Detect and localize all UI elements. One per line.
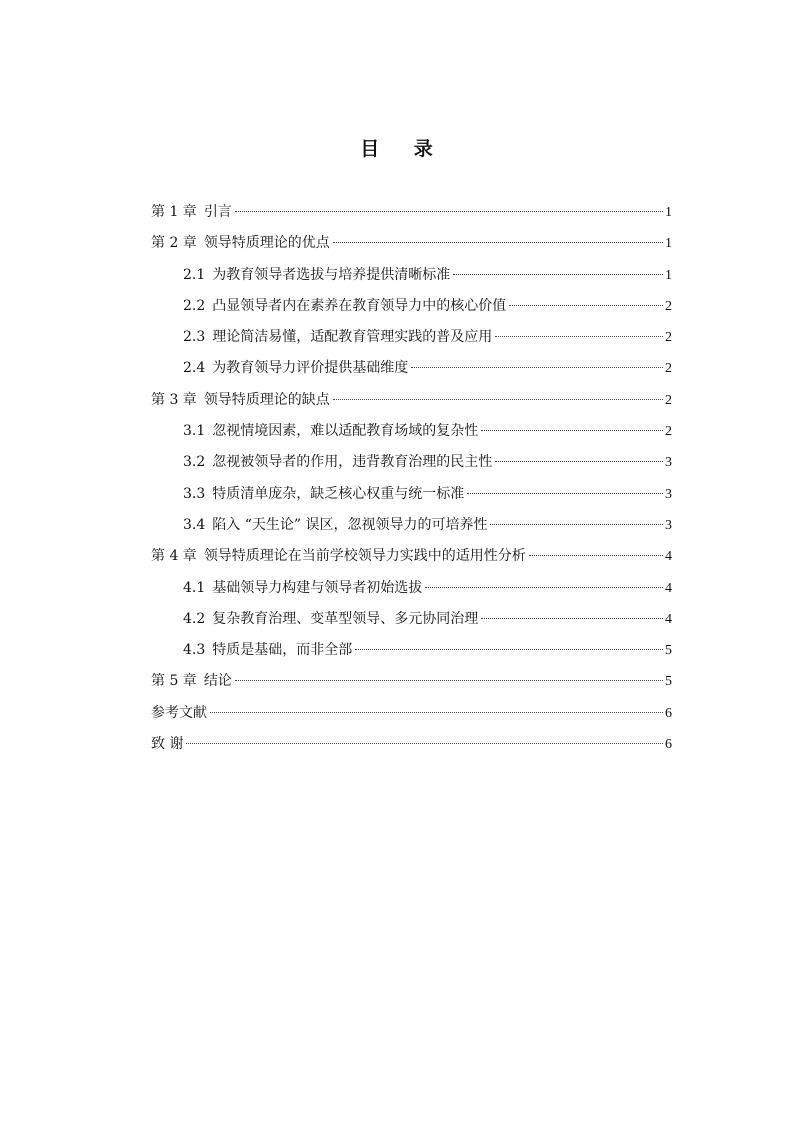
toc-entry-page: 5: [665, 674, 672, 690]
toc-entry-text: 理论简洁易懂，适配教育管理实践的普及应用: [212, 329, 493, 346]
dot-leader: [481, 430, 663, 431]
dot-leader: [490, 524, 663, 525]
toc-entry[interactable]: [151, 416, 672, 447]
toc-entry[interactable]: [151, 573, 672, 604]
dot-leader: [235, 680, 663, 681]
toc-entry-page: 3: [665, 486, 672, 502]
dot-leader: [186, 743, 663, 744]
toc-entry-text: 结论: [203, 673, 232, 690]
dot-leader: [210, 712, 663, 713]
dot-leader: [481, 618, 663, 619]
toc-entry-page: 3: [665, 455, 672, 471]
toc-entry-number: 2.3: [183, 329, 206, 346]
dot-leader: [509, 305, 663, 306]
toc-entry-text: 参考文献: [151, 704, 207, 721]
toc-entry[interactable]: [151, 604, 672, 635]
toc-entry-number: 3.1: [183, 423, 206, 440]
toc-entry-number: 2.4: [183, 360, 206, 377]
toc-entry-text: 陷入 “天生论” 误区，忽视领导力的可培养性: [212, 516, 488, 533]
toc-entry-text: 特质是基础，而非全部: [212, 642, 353, 659]
toc-entry-text: 为教育领导力评价提供基础维度: [212, 360, 409, 377]
toc-entry-page: 1: [665, 236, 672, 252]
toc-entry-text: 领导特质理论的缺点: [203, 391, 330, 408]
toc-entry[interactable]: [151, 479, 672, 510]
toc-title: 目 录: [360, 138, 447, 160]
toc-entry-text: 忽视被领导者的作用，违背教育治理的民主性: [212, 454, 493, 471]
toc-entry-page: 2: [665, 298, 672, 314]
toc-entry[interactable]: [151, 729, 672, 760]
toc-entry-page: 2: [665, 424, 672, 440]
toc-entry-page: 2: [665, 330, 672, 346]
toc-entry-text: 致 谢: [151, 736, 184, 753]
toc-entry[interactable]: [151, 353, 672, 384]
toc-entry[interactable]: [151, 291, 672, 322]
dot-leader: [467, 493, 663, 494]
dot-leader: [495, 461, 663, 462]
toc-entry[interactable]: [151, 260, 672, 291]
toc-entry-number: 3.4: [183, 516, 206, 533]
toc-entry-page: 4: [665, 549, 672, 565]
table-of-contents: [151, 197, 672, 760]
toc-entry-page: 2: [665, 361, 672, 377]
toc-entry-text: 复杂教育治理、变革型领导、多元协同治理: [212, 610, 479, 627]
toc-entry[interactable]: [151, 197, 672, 228]
toc-entry[interactable]: [151, 541, 672, 572]
toc-entry-number: 2.2: [183, 297, 206, 314]
toc-entry-page: 1: [665, 267, 672, 283]
toc-entry[interactable]: [151, 698, 672, 729]
toc-entry-text: 忽视情境因素，难以适配教育场域的复杂性: [212, 423, 479, 440]
toc-entry-number: 2.1: [183, 266, 206, 283]
toc-entry-page: 3: [665, 517, 672, 533]
toc-entry-text: 特质清单庞杂，缺乏核心权重与统一标准: [212, 485, 465, 502]
toc-entry-text: 基础领导力构建与领导者初始选拔: [212, 579, 423, 596]
toc-entry[interactable]: [151, 447, 672, 478]
dot-leader: [333, 242, 663, 243]
toc-entry-number: 4.2: [183, 610, 206, 627]
dot-leader: [333, 399, 663, 400]
toc-entry-page: 6: [665, 737, 672, 753]
toc-entry-number: 第 1 章: [151, 204, 197, 220]
toc-entry-page: 5: [665, 643, 672, 659]
toc-entry-page: 4: [665, 611, 672, 627]
toc-entry-page: 4: [665, 580, 672, 596]
toc-entry[interactable]: [151, 322, 672, 353]
toc-entry-number: 4.3: [183, 642, 206, 659]
dot-leader: [235, 211, 663, 212]
dot-leader: [355, 649, 663, 650]
toc-entry[interactable]: [151, 510, 672, 541]
toc-entry-page: 2: [665, 392, 672, 408]
toc-entry-number: 第 2 章: [151, 235, 197, 252]
toc-entry[interactable]: [151, 385, 672, 416]
toc-entry[interactable]: [151, 228, 672, 259]
dot-leader: [453, 274, 663, 275]
toc-entry-number: 3.3: [183, 485, 206, 502]
dot-leader: [495, 336, 663, 337]
toc-entry-text: 领导特质理论的优点: [203, 235, 330, 252]
toc-entry[interactable]: [151, 666, 672, 697]
toc-entry-text: 为教育领导者选拔与培养提供清晰标准: [212, 266, 451, 283]
toc-entry-text: 凸显领导者内在素养在教育领导力中的核心价值: [212, 297, 507, 314]
toc-entry-number: 第 5 章: [151, 673, 197, 690]
toc-entry[interactable]: [151, 635, 672, 666]
toc-entry-text: 引言: [203, 204, 232, 220]
toc-entry-page: 6: [665, 705, 672, 721]
toc-entry-text: 领导特质理论在当前学校领导力实践中的适用性分析: [203, 548, 526, 565]
toc-entry-page: 1: [665, 205, 672, 220]
dot-leader: [411, 367, 663, 368]
dot-leader: [425, 587, 663, 588]
toc-entry-number: 3.2: [183, 454, 206, 471]
toc-entry-number: 4.1: [183, 579, 206, 596]
toc-entry-number: 第 3 章: [151, 391, 197, 408]
dot-leader: [529, 555, 663, 556]
toc-entry-number: 第 4 章: [151, 548, 197, 565]
